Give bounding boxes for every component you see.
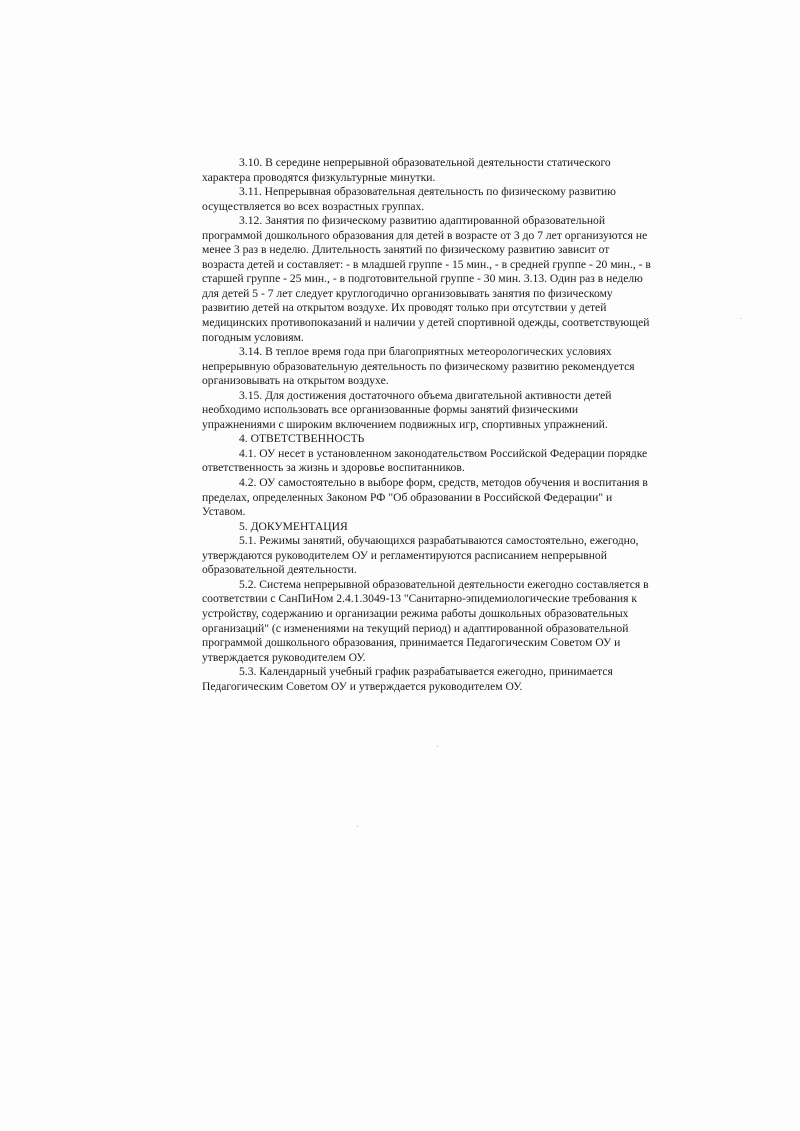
paragraph-3-14: 3.14. В теплое время года при благоприятных метеорологических условиях непрерывную образовательную деятельность по физическому развитию рекомендуется организовывать на открытом воздухе.	[202, 345, 635, 388]
scan-speck	[740, 318, 741, 319]
paragraph-5-1: 5.1. Режимы занятий, обучающихся разрабатываются самостоятельно, ежегодно, утверждаются руководителем ОУ и регламентируются расписанием непрерывной образовательной деятельности.	[202, 534, 639, 577]
paragraph-4-2: 4.2. ОУ самостоятельно в выборе форм, средств, методов обучения и воспитания в пределах, определенных Законом РФ "Об образовании в Российской Федерации" и Уставом.	[202, 476, 648, 519]
document-body	[202, 156, 680, 694]
section-heading-documentation: 5. ДОКУМЕНТАЦИЯ	[239, 519, 348, 533]
paragraph-3-11: 3.11. Непрерывная образовательная деятельность по физическому развитию осуществляется во всех возрастных группах.	[202, 185, 616, 213]
paragraph-3-10: 3.10. В середине непрерывной образовательной деятельности статического характера проводятся физкультурные минутки.	[202, 156, 611, 184]
paragraph-3-15: 3.15. Для достижения достаточного объема двигательной активности детей необходимо использовать все организованные формы занятий физическими упражнениями с широким включением подвижных игр, спортивных упражнений.	[202, 388, 612, 431]
section-heading-responsibility: 4. ОТВЕТСТВЕННОСТЬ	[239, 432, 365, 446]
scan-speck	[437, 746, 438, 747]
paragraph-5-3: 5.3. Календарный учебный график разрабатывается ежегодно, принимается Педагогическим Советом ОУ и утверждается руководителем ОУ.	[202, 665, 613, 693]
paragraph-3-12: 3.12. Занятия по физическому развитию адаптированной образовательной программой дошкольного образования для детей в возрасте от 3 до 7 лет организуются не менее 3 раз в неделю. Длительность занятий по физическому развитию зависит от возраста детей и составляет: - в младшей группе - 15 мин., - в средней группе - 20 мин., - в старшей группе - 25 мин., - в подготовительной группе - 30 мин. 3.13. Один раз в неделю для детей 5 - 7 лет следует круглогодично организовывать занятия по физическому развитию детей на открытом воздухе. Их проводят только при отсутствии у детей медицинских противопоказаний и наличии у детей спортивной одежды, соответствующей погодным условиям.	[202, 214, 651, 344]
paragraph-4-1: 4.1. ОУ несет в установленном законодательством Российской Федерации порядке ответственность за жизнь и здоровье воспитанников.	[202, 446, 648, 475]
paragraph-5-2: 5.2. Система непрерывной образовательной деятельности ежегодно составляется в соответствии с СанПиНом 2.4.1.3049-13 "Санитарно-эпидемиологические требования к устройству, содержанию и организации режима работы дошкольных образовательных организаций" (с изменениями на текущий период) и адаптированной образовательной программой дошкольного образования, принимается Педагогическим Советом ОУ и утверждается руководителем ОУ.	[202, 577, 649, 664]
scan-speck	[357, 826, 358, 827]
